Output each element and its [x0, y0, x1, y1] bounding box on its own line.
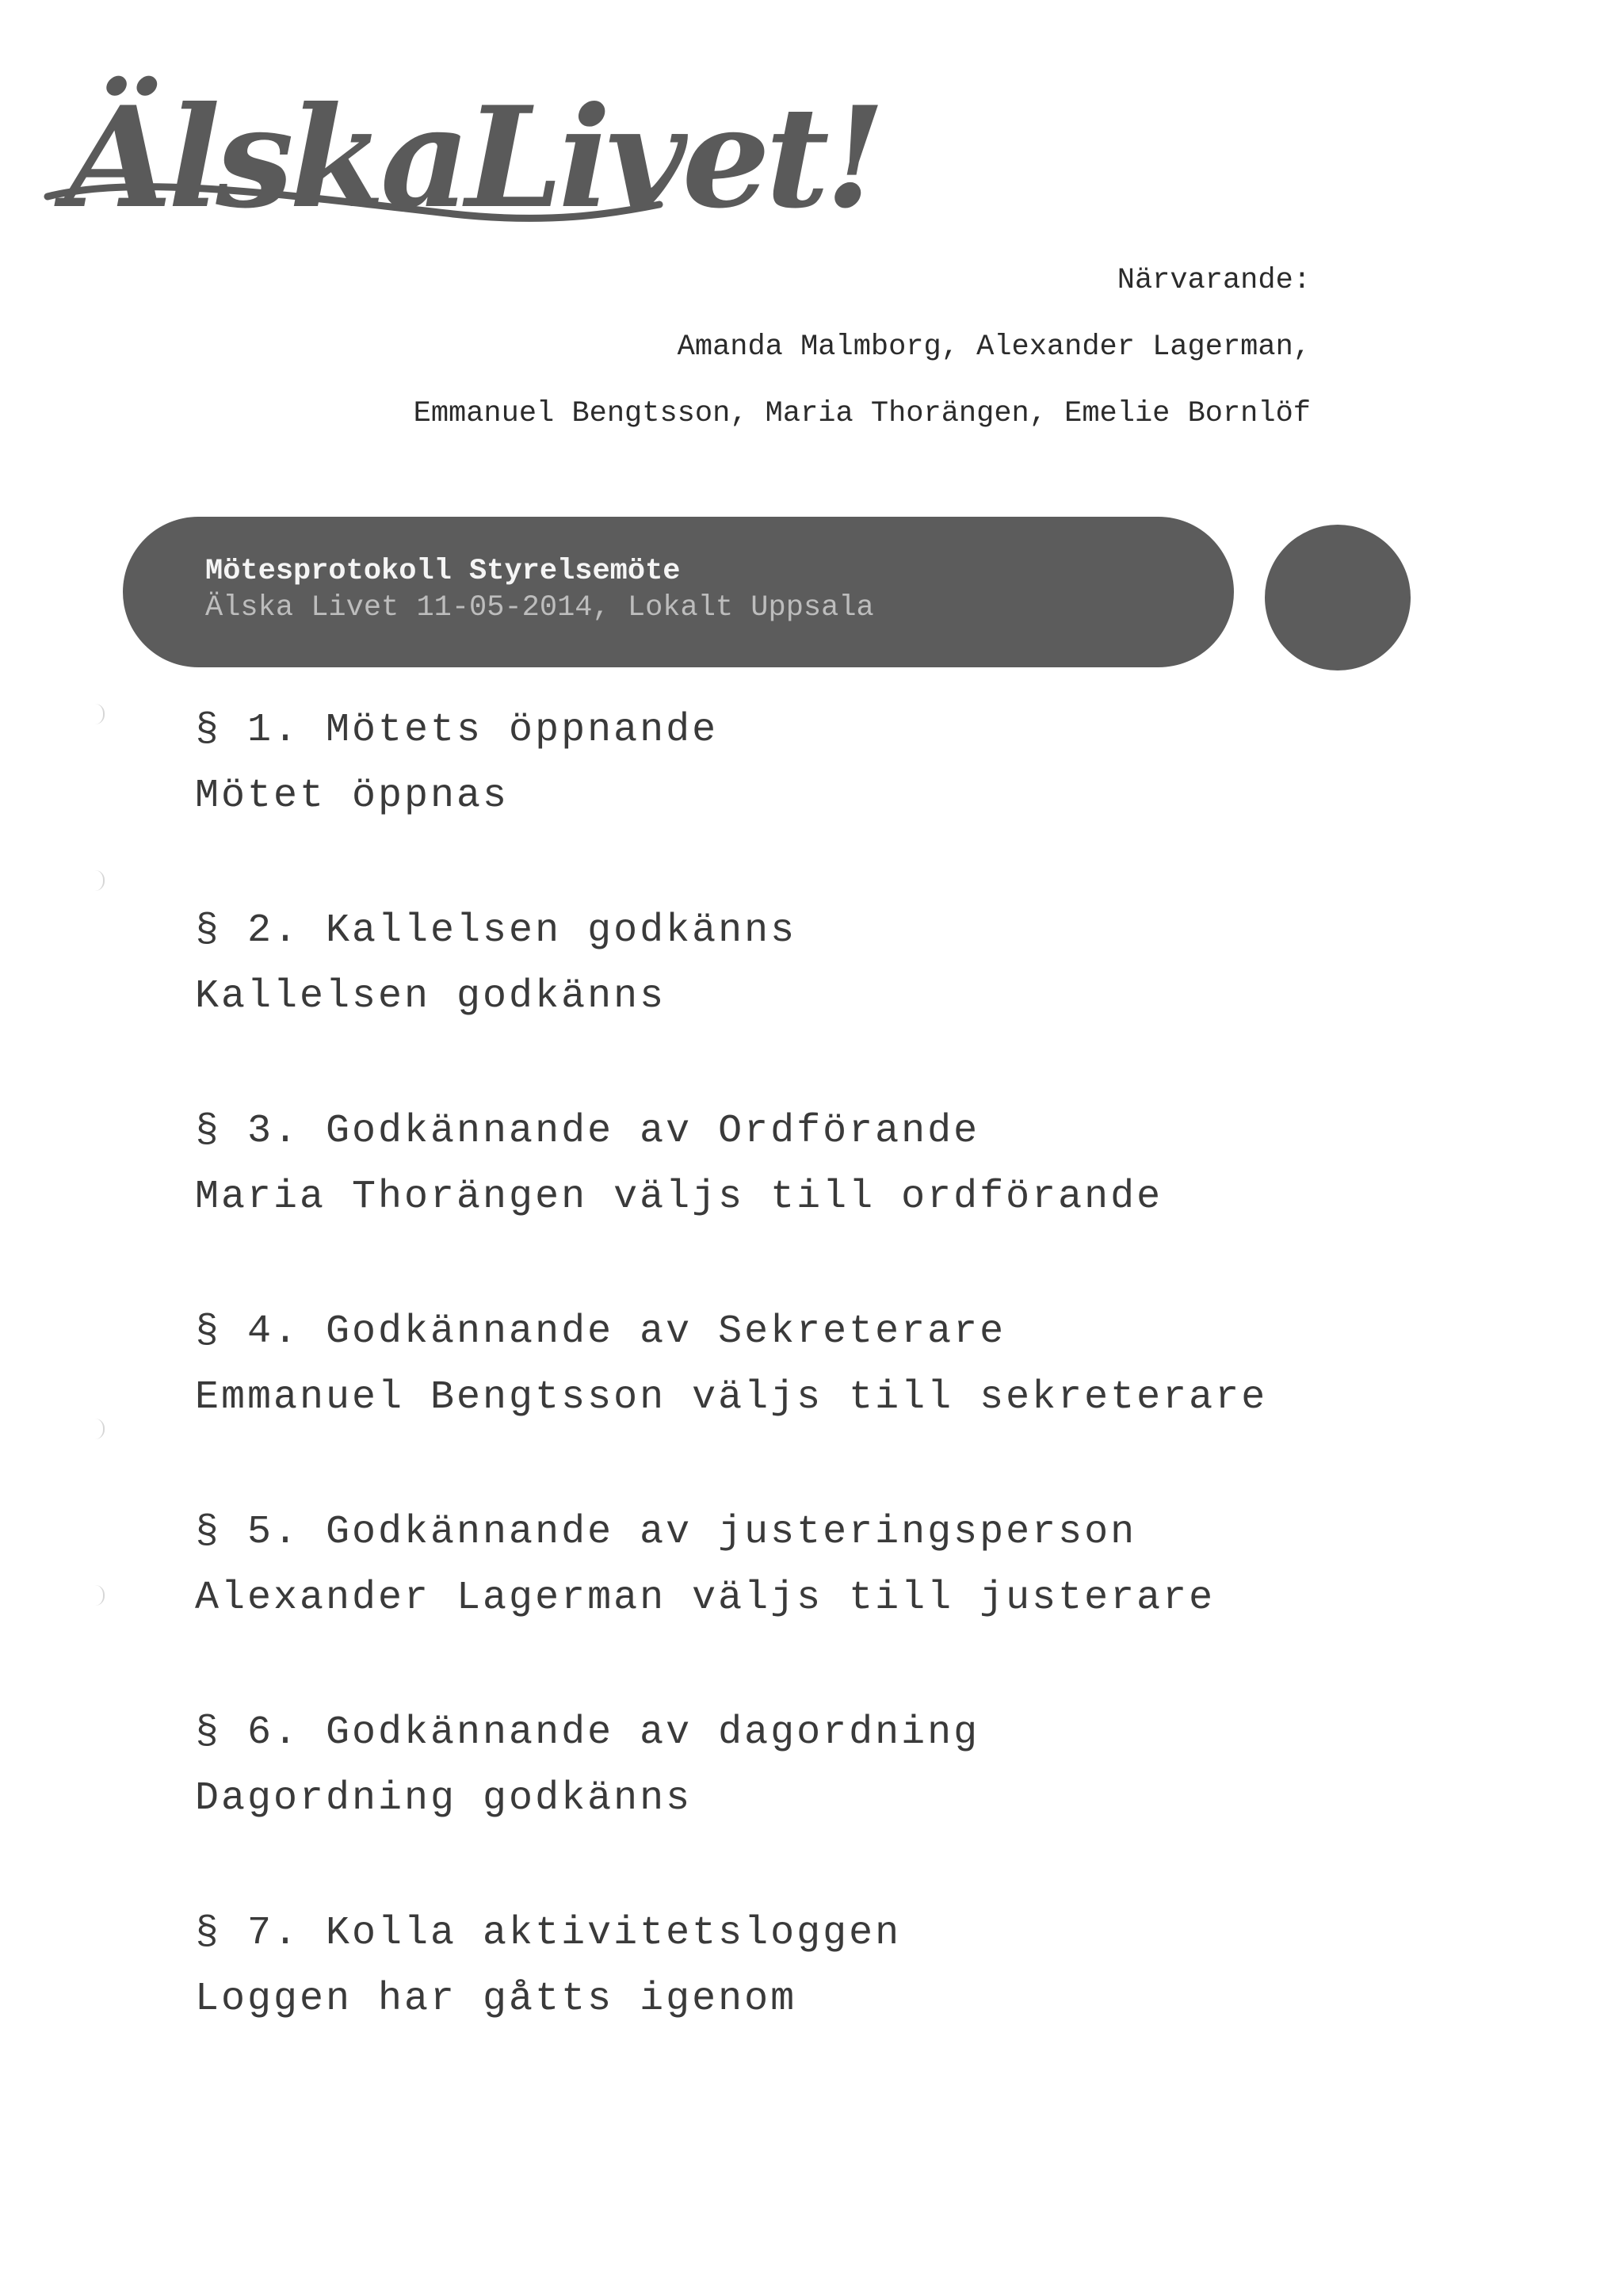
attendees-line-1: Amanda Malmborg, Alexander Lagerman, [677, 330, 1311, 364]
margin-mark [95, 870, 105, 891]
section-2 [195, 898, 1463, 1098]
section-heading: § 4. Godkännande av Sekreterare [195, 1309, 1006, 1354]
section-body: Loggen har gåtts igenom [195, 1977, 797, 2022]
section-6 [195, 1700, 1463, 1901]
attendees-label: Närvarande: [1117, 264, 1311, 297]
margin-mark [95, 1585, 105, 1606]
section-heading: § 1. Mötets öppnande [195, 708, 719, 753]
section-7 [195, 1901, 1463, 2101]
section-4 [195, 1299, 1463, 1499]
section-body: Kallelsen godkänns [195, 974, 666, 1019]
section-heading: § 3. Godkännande av Ordförande [195, 1109, 980, 1154]
section-5 [195, 1499, 1463, 1700]
section-body: Alexander Lagerman väljs till justerare [195, 1576, 1216, 1621]
minutes-sections [195, 697, 1463, 2101]
svg-text:ÄlskaLivet!: ÄlskaLivet! [65, 77, 881, 239]
attendees-block [414, 247, 1311, 447]
section-heading: § 2. Kallelsen godkänns [195, 908, 797, 953]
section-body: Mötet öppnas [195, 774, 510, 819]
section-heading: § 7. Kolla aktivitetsloggen [195, 1911, 902, 1956]
section-3 [195, 1098, 1463, 1299]
section-body: Dagordning godkänns [195, 1776, 693, 1821]
banner-dot [1265, 525, 1411, 670]
meeting-title: Mötesprotokoll Styrelsemöte [205, 555, 681, 588]
meeting-banner [123, 517, 1234, 667]
section-body: Maria Thorängen väljs till ordförande [195, 1175, 1163, 1220]
margin-mark [95, 1419, 105, 1439]
section-1 [195, 697, 1463, 898]
margin-mark [95, 704, 105, 724]
section-body: Emmanuel Bengtsson väljs till sekreterare [195, 1375, 1268, 1420]
attendees-line-2: Emmanuel Bengtsson, Maria Thorängen, Emelie Bornlöf [413, 397, 1311, 430]
meeting-subtitle: Älska Livet 11-05-2014, Lokalt Uppsala [205, 591, 874, 625]
section-heading: § 5. Godkännande av justeringsperson [195, 1510, 1137, 1555]
section-heading: § 6. Godkännande av dagordning [195, 1710, 980, 1755]
